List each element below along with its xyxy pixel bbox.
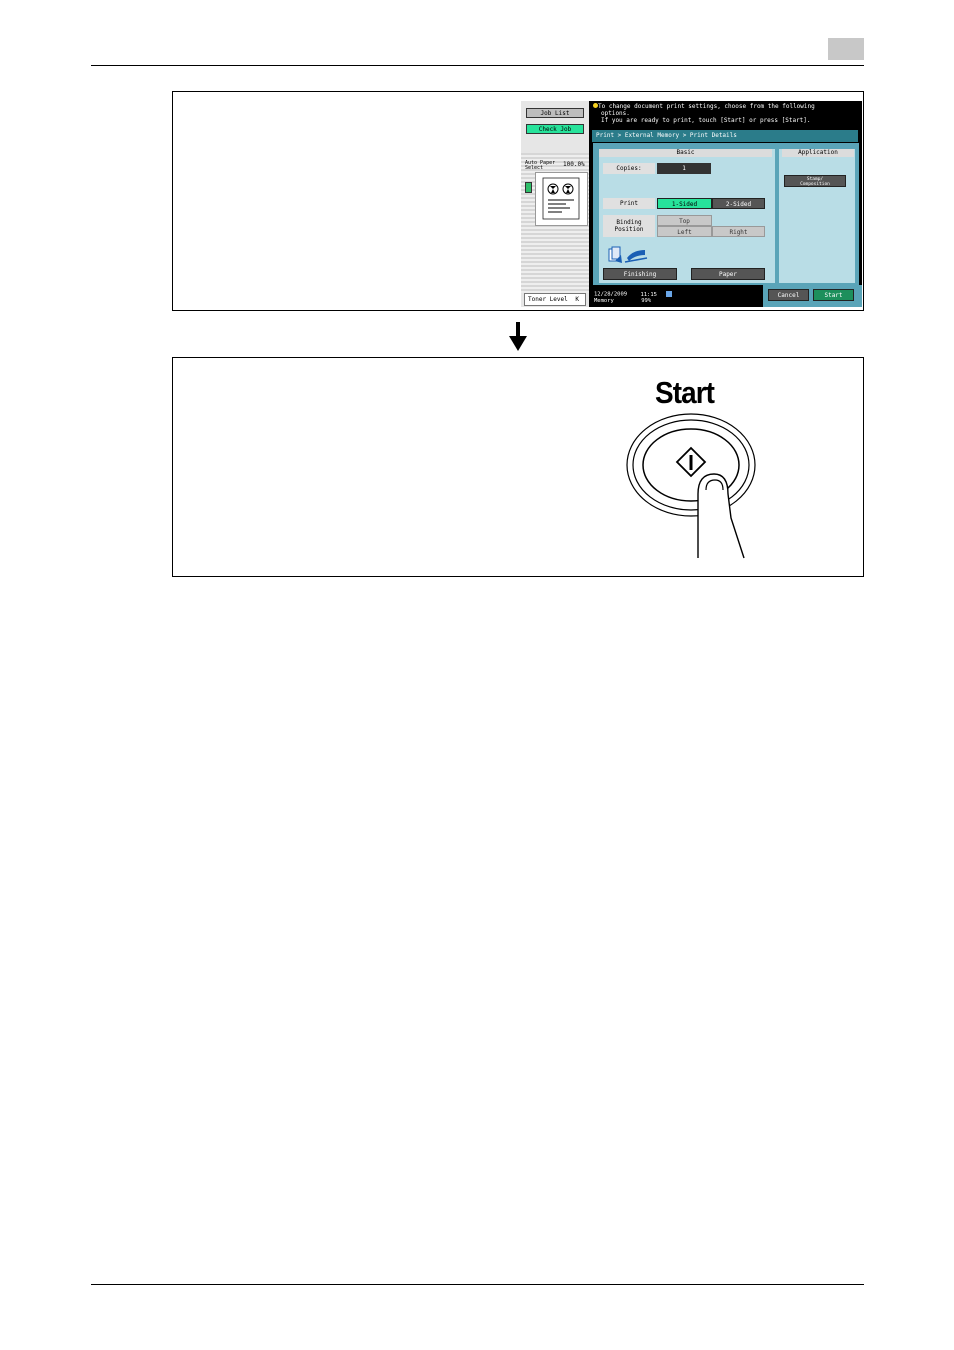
cancel-button[interactable]: Cancel xyxy=(768,289,809,301)
toner-level-indicator xyxy=(525,307,528,308)
start-key-illustration xyxy=(620,412,770,562)
toner-level-bar xyxy=(524,293,586,306)
message-line-2: options. xyxy=(601,110,630,117)
binding-position-label xyxy=(603,215,655,237)
memory-value: 99% xyxy=(641,297,652,304)
left-sidebar xyxy=(521,101,589,307)
toner-color-label: K xyxy=(575,296,579,303)
stamp-label-line-2: Composition xyxy=(800,182,830,187)
down-arrow-icon xyxy=(508,321,528,353)
start-key-label: Start xyxy=(655,375,715,410)
network-icon xyxy=(666,291,672,297)
control-panel-screenshot xyxy=(521,101,862,307)
two-sided-button[interactable]: 2-Sided xyxy=(712,198,765,209)
status-bar xyxy=(591,288,761,307)
basic-header: Basic xyxy=(599,149,772,157)
print-label: Print xyxy=(603,198,655,209)
status-time: 11:15 xyxy=(640,291,657,298)
check-job-button[interactable]: Check Job xyxy=(526,124,584,134)
toner-level-label: Toner Level xyxy=(528,296,568,303)
binding-label-line-1: Binding xyxy=(616,219,642,226)
paper-button[interactable]: Paper xyxy=(691,268,765,280)
instruction-message xyxy=(593,103,859,129)
status-date: 12/28/2009 xyxy=(594,291,628,298)
application-section xyxy=(779,149,855,283)
finishing-icons xyxy=(607,246,649,266)
binding-label-line-2: Position xyxy=(614,226,644,233)
memory-label: Memory xyxy=(594,297,614,304)
auto-paper-select-label: Auto Paper Select xyxy=(525,160,556,171)
footer-rule xyxy=(91,1284,864,1285)
page-number-tab xyxy=(828,38,864,60)
binding-left-button[interactable]: Left xyxy=(657,226,712,237)
copies-label: Copies: xyxy=(603,163,655,174)
stamp-label-line-1: Stamp/ xyxy=(806,177,824,182)
zoom-ratio: 100.0% xyxy=(563,161,585,168)
message-line-1: To change document print settings, choose from the following xyxy=(598,103,815,110)
one-sided-button[interactable]: 1-Sided xyxy=(657,198,712,209)
original-count-icon xyxy=(525,182,532,193)
binding-top-button[interactable]: Top xyxy=(657,215,712,226)
finishing-button[interactable]: Finishing xyxy=(603,268,677,280)
document-preview-icon xyxy=(536,173,587,225)
header-rule xyxy=(91,65,864,66)
stamp-composition-button[interactable] xyxy=(784,175,846,187)
binding-right-button[interactable]: Right xyxy=(712,226,765,237)
application-header: Application xyxy=(782,149,854,157)
message-line-3: If you are ready to print, touch [Start] or press [Start]. xyxy=(601,117,811,124)
job-list-button[interactable]: Job List xyxy=(526,108,584,118)
copies-value[interactable]: 1 xyxy=(657,163,711,174)
document-preview xyxy=(535,172,588,226)
start-button[interactable]: Start xyxy=(813,289,854,301)
breadcrumb: Print > External Memory > Print Details xyxy=(592,130,858,142)
